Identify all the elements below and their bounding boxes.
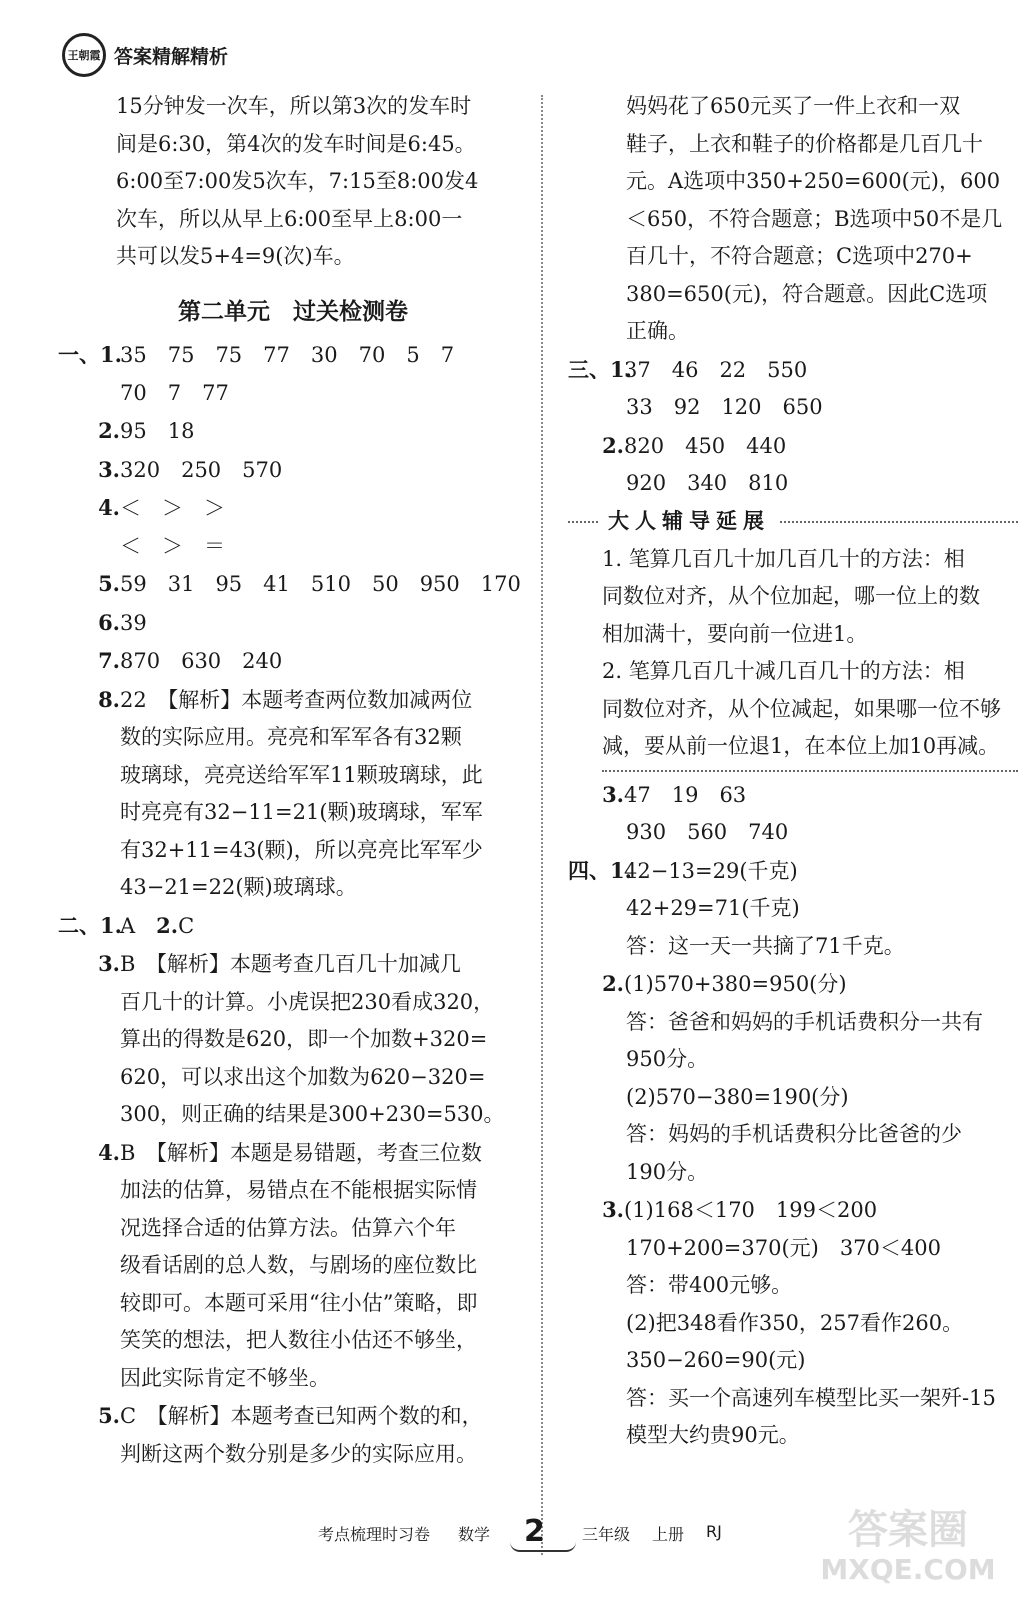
answer-1-6	[58, 604, 528, 643]
text-line: 同数位对齐，从个位加起，哪一位上的数	[602, 584, 980, 608]
text-line: 笑笑的想法，把人数往小估还不够坐，	[120, 1328, 477, 1352]
text-line: 答：妈妈的手机话费积分比爸爸的少	[626, 1122, 962, 1146]
question-label: 2.	[98, 418, 120, 443]
divider-line	[780, 521, 1018, 523]
text-line: 鞋子，上衣和鞋子的价格都是几百几十	[626, 131, 983, 156]
question-label: 3.	[98, 456, 120, 482]
text-line: 答：带400元够。	[626, 1273, 793, 1297]
answer-text: C	[178, 913, 195, 938]
text-line: 1. 笔算几百几十加几百几十的方法：相	[602, 546, 965, 571]
page-number: 2	[524, 1514, 545, 1549]
page-header	[62, 30, 228, 80]
section-title: 第二单元 过关检测卷	[178, 298, 408, 325]
question-label: 一、1.	[58, 342, 122, 367]
answer-3-1-cont: 33 92 120 650	[626, 395, 823, 419]
text-line: 6:00至7:00发5次车，7:15至8:00发4	[116, 169, 479, 193]
left-column	[58, 88, 528, 1473]
answer-text: 35 75 75 77 30 70 5 7	[120, 343, 455, 367]
answer-1-7	[58, 642, 528, 681]
question-label: 2.	[602, 971, 624, 996]
answer-1-8-explanation	[58, 719, 528, 907]
answer-text: 95 18	[120, 419, 195, 443]
answer-4-3	[568, 1191, 1018, 1230]
answer-text: ＜ ＞ ＞	[120, 496, 225, 520]
text-line: 15分钟发一次车，所以第3次的发车时	[116, 94, 472, 118]
answer-text: 22 【解析】本题考查两位数加减两位	[120, 687, 473, 712]
question-label: 3.	[98, 951, 120, 976]
text-line: 百几十的计算。小虎误把230看成320，	[120, 989, 495, 1014]
extension-header	[568, 503, 1018, 541]
text-line: 减，要从前一位退1，在本位上加10再减。	[602, 734, 1000, 758]
text-line: 玻璃球，亮亮送给军军11颗玻璃球，此	[120, 762, 483, 787]
answer-text: 870 630 240	[120, 649, 283, 673]
text-line: 答：爸爸和妈妈的手机话费积分一共有	[626, 1009, 983, 1034]
question-label: 3.	[602, 1197, 624, 1222]
text-line: 模型大约贵90元。	[626, 1423, 800, 1447]
answer-text: B 【解析】本题考查几百几十加减几	[120, 952, 461, 976]
text-line: 妈妈花了650元买了一件上衣和一双	[626, 94, 961, 118]
text-line: ＜650，不符合题意；B选项中50不是几	[626, 206, 1003, 231]
answer-4-2	[568, 965, 1018, 1004]
text-line: 百几十，不符合题意；C选项中270+	[626, 244, 973, 268]
answer-text: (1)570+380=950(分)	[624, 972, 847, 996]
text-line: 时亮亮有32−11=21(颗)玻璃球，军军	[120, 800, 483, 824]
text-line: 数的实际应用。亮亮和军军各有32颗	[120, 725, 462, 749]
text-line: 答：买一个高速列车模型比买一架歼-15	[626, 1385, 996, 1410]
continued-explanation	[568, 88, 1018, 351]
answer-4-3-cont	[568, 1230, 1018, 1455]
text-line: 共可以发5+4=9(次)车。	[116, 244, 355, 268]
page-number-brace	[510, 1542, 576, 1552]
answer-text: (1)168＜170 199＜200	[624, 1198, 878, 1222]
answer-text: 39	[120, 610, 147, 635]
text-line: 43−21=22(颗)玻璃球。	[120, 875, 357, 899]
text-line: 2. 笔算几百几十减几百几十的方法：相	[602, 659, 965, 683]
question-label: 6.	[98, 609, 120, 635]
text-line: 因此实际肯定不够坐。	[120, 1365, 330, 1390]
footer-grade: 三年级	[582, 1525, 631, 1544]
question-label: 8.	[98, 686, 120, 712]
text-line: 170+200=370(元) 370＜400	[626, 1235, 941, 1260]
answer-2-4	[58, 1134, 528, 1173]
text-line: 190分。	[626, 1159, 709, 1184]
answer-1-1-cont: 70 7 77	[120, 380, 229, 405]
question-label: 4.	[98, 1139, 120, 1165]
text-line: 判断这两个数分别是多少的实际应用。	[120, 1441, 477, 1466]
answer-2-1-2	[58, 907, 528, 946]
text-line: 300，则正确的结果是300+230=530。	[120, 1102, 505, 1126]
answer-4-1-cont: 42+29=71(千克)	[626, 896, 800, 920]
text-line: 次车，所以从早上6:00至早上8:00一	[116, 206, 463, 231]
question-label: 四、1.	[568, 857, 632, 883]
text-line: 较即可。本题可采用“往小估”策略，即	[120, 1290, 478, 1315]
answer-1-2	[58, 412, 528, 451]
answer-text: 820 450 440	[624, 433, 787, 458]
question-label: 5.	[98, 571, 120, 596]
answer-1-8	[58, 681, 528, 720]
question-label: 7.	[98, 648, 120, 673]
answer-text: 320 250 570	[120, 457, 283, 482]
answer-3-2-cont: 920 340 810	[626, 471, 789, 495]
footer-subject: 数学	[458, 1525, 491, 1544]
divider-line	[568, 521, 598, 523]
watermark	[818, 1507, 998, 1590]
text-line: (2)570−380=190(分)	[626, 1084, 849, 1109]
text-line: 正确。	[626, 319, 689, 343]
question-label: 2.	[156, 912, 179, 938]
answer-text: A	[120, 913, 157, 938]
extension-title: 大人辅导延展	[608, 508, 770, 533]
text-line: 350−260=90(元)	[626, 1348, 806, 1372]
text-line: 620，可以求出这个加数为620−320=	[120, 1064, 486, 1089]
text-line: 相加满十，要向前一位进1。	[602, 621, 868, 646]
intro-paragraph	[58, 88, 528, 276]
answer-text: 59 31 95 41 510 50 950 170	[120, 572, 521, 596]
footer-term: 上册	[652, 1525, 685, 1544]
text-line: 同数位对齐，从个位减起，如果哪一位不够	[602, 696, 1001, 721]
answer-3-3	[568, 776, 1018, 815]
answer-1-3	[58, 451, 528, 490]
footer-edition: RJ	[706, 1522, 722, 1541]
answer-1-4-cont: ＜ ＞ ＝	[120, 533, 225, 558]
question-label: 4.	[98, 495, 120, 520]
question-label: 3.	[602, 781, 624, 807]
watermark-url: MXQE.COM	[820, 1553, 996, 1586]
answer-1-1	[58, 336, 528, 375]
answer-text: C 【解析】本题考查已知两个数的和，	[120, 1404, 483, 1428]
text-line: 级看话剧的总人数，与剧场的座位数比	[120, 1253, 477, 1277]
text-line: 况选择合适的估算方法。估算六个年	[120, 1215, 456, 1240]
answer-2-4-explanation	[58, 1172, 528, 1397]
answer-text: 37 46 22 550	[624, 357, 808, 382]
text-line: 算出的得数是620，即一个加数+320=	[120, 1027, 488, 1051]
text-line: 950分。	[626, 1047, 709, 1071]
publisher-logo: 王朝霞	[62, 33, 106, 77]
text-line: (2)把348看作350，257看作260。	[626, 1310, 964, 1335]
extension-content	[568, 541, 1018, 766]
question-label: 2.	[602, 432, 624, 458]
divider-line	[602, 770, 1018, 772]
question-label: 5.	[98, 1403, 120, 1428]
text-line: 加法的估算，易错点在不能根据实际情	[120, 1178, 477, 1202]
right-column	[568, 88, 1018, 1455]
question-label: 三、1.	[568, 356, 632, 382]
answer-2-3	[58, 945, 528, 984]
answer-text: 42−13=29(千克)	[624, 858, 798, 883]
answer-4-1-reply: 答：这一天一共摘了71千克。	[626, 933, 905, 958]
text-line: 间是6:30，第4次的发车时间是6:45。	[116, 131, 476, 156]
text-line: 有32+11=43(颗)，所以亮亮比军军少	[120, 837, 483, 862]
column-divider	[541, 95, 543, 1555]
answer-text: 47 19 63	[624, 782, 747, 807]
answer-4-2-cont	[568, 1004, 1018, 1192]
answer-text: B 【解析】本题是易错题，考查三位数	[120, 1140, 482, 1165]
answer-1-5	[58, 565, 528, 604]
answer-4-1	[568, 852, 1018, 891]
header-title: 答案精解精析	[114, 45, 229, 68]
answer-3-1	[568, 351, 1018, 390]
answer-2-5-explanation	[58, 1436, 528, 1474]
answer-3-2	[568, 427, 1018, 466]
watermark-text: 答案圈	[848, 1507, 968, 1553]
text-line: 元。A选项中350+250=600(元)，600	[626, 169, 1001, 193]
question-label: 二、1.	[58, 912, 122, 938]
footer-book-title: 考点梳理时习卷	[318, 1525, 431, 1544]
text-line: 380=650(元)，符合题意。因此C选项	[626, 281, 988, 306]
answer-1-4	[58, 489, 528, 528]
answer-2-5	[58, 1397, 528, 1436]
answer-2-3-explanation	[58, 984, 528, 1134]
answer-3-3-cont: 930 560 740	[626, 820, 789, 844]
